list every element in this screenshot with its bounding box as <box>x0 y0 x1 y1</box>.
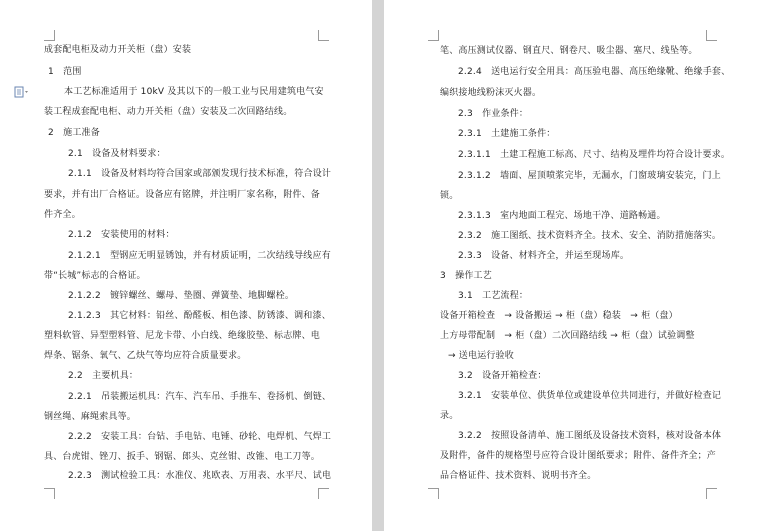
paragraph-line: 2.3.1.1 土建工程施工标高、尺寸、结构及埋件均符合设计要求。 <box>458 150 731 160</box>
subsection-heading: 2.2 主要机具： <box>68 371 139 381</box>
paragraph-line: 2.2.4 送电运行安全用具：高压验电器、高压绝缘靴、绝缘手套、 <box>458 67 731 77</box>
paragraph-line: 2.2.2 安装工具：台钻、手电钻、电锤、砂轮、电焊机、气焊工 <box>68 432 332 442</box>
paragraph-line: 带“长城”标志的合格证。 <box>44 271 146 281</box>
paragraph-line: 钢丝绳、麻绳索具等。 <box>44 412 137 422</box>
paragraph-line: 2.2.1 吊装搬运机具：汽车、汽车吊、手推车、卷扬机、倒链、 <box>68 392 332 402</box>
subsection-heading: 2.3.1 土建施工条件： <box>458 129 556 139</box>
paragraph-line: 焊条、锯条、氧气、乙炔气等均应符合质量要求。 <box>44 351 247 361</box>
paragraph-line: 2.3.1.2 墙面、屋顶喷浆完毕，无漏水，门窗玻璃安装完，门上 <box>458 171 721 181</box>
document-nav-icon[interactable] <box>14 86 30 98</box>
paragraph-line: 2.2.3 测试检验工具：水准仪、兆欧表、万用表、水平尺、试电 <box>68 471 332 481</box>
paragraph-line: 3.2.2 按照设备清单、施工图纸及设备技术资料，核对设备本体 <box>458 431 722 441</box>
paragraph-line: 品合格证件、技术资料、说明书齐全。 <box>440 471 597 481</box>
crop-mark <box>44 30 55 41</box>
crop-mark <box>44 488 55 499</box>
paragraph-line: 2.1.2.1 型钢应无明显锈蚀，并有材质证明，二次结线导线应有 <box>68 251 331 261</box>
section-heading: 3 操作工艺 <box>440 271 492 281</box>
paragraph-line: 2.3.1.3 室内地面工程完、场地干净、道路畅通。 <box>458 211 666 221</box>
process-flow-line: → 送电运行验收 <box>448 351 515 361</box>
subsection-heading: 2.3 作业条件： <box>458 109 529 119</box>
crop-mark <box>706 488 717 499</box>
paragraph-line: 2.3.3 设备、材料齐全，并运至现场库。 <box>458 251 630 261</box>
paragraph-line: 锁。 <box>440 191 459 201</box>
paragraph-line: 录。 <box>440 411 459 421</box>
paragraph-line: 2.1.2.2 镀锌螺丝、螺母、垫圈、弹簧垫、地脚螺栓。 <box>68 291 295 301</box>
section-heading: 1 范围 <box>48 67 82 77</box>
page-gap <box>372 0 384 531</box>
paragraph-line: 具、台虎钳、锉刀、扳手、钢锯、郎头、克丝钳、改锥、电工刀等。 <box>44 452 321 462</box>
crop-mark <box>318 30 329 41</box>
crop-mark <box>318 488 329 499</box>
subsection-heading: 2.1.2 安装使用的材料： <box>68 230 175 240</box>
subsection-heading: 3.2 设备开箱检查： <box>458 371 547 381</box>
paragraph-line: 及附件，备件的规格型号应符合设计图纸要求；附件、备件齐全；产 <box>440 451 717 461</box>
paragraph-line: 要求，并有出厂合格证。设备应有铭牌，并注明厂家名称，附件、备 <box>44 190 321 200</box>
paragraph-line: 装工程成套配电柜、动力开关柜（盘）安装及二次回路结线。 <box>44 107 293 117</box>
paragraph-line: 笔、高压测试仪器、钢直尺、钢卷尺、吸尘器、塞尺、线坠等。 <box>440 46 698 56</box>
doc-title: 成套配电柜及动力开关柜（盘）安装 <box>44 45 192 55</box>
crop-mark <box>428 30 439 41</box>
document-page-right <box>384 0 760 531</box>
paragraph-line: 本工艺标准适用于 10kV 及其以下的一般工业与民用建筑电气安 <box>64 87 324 97</box>
paragraph-line: 2.1.1 设备及材料均符合国家或部颁发现行技术标准，符合设计 <box>68 169 332 179</box>
subsection-heading: 3.1 工艺流程： <box>458 291 529 301</box>
process-flow-line: 设备开箱检查 → 设备搬运 → 柜（盘）稳装 → 柜（盘） <box>440 311 678 321</box>
paragraph-line: 塑料软管、异型塑料管、尼龙卡带、小白线、绝缘胶垫、标志牌、电 <box>44 331 321 341</box>
paragraph-line: 2.3.2 施工图纸、技术资料齐全。技术、安全、消防措施落实。 <box>458 231 722 241</box>
crop-mark <box>706 30 717 41</box>
document-page-left <box>0 0 372 531</box>
paragraph-line: 编织接地线粉沫灭火器。 <box>440 88 542 98</box>
paragraph-line: 件齐全。 <box>44 210 81 220</box>
section-heading: 2 施工准备 <box>48 128 100 138</box>
crop-mark <box>428 488 439 499</box>
subsection-heading: 2.1 设备及材料要求： <box>68 149 166 159</box>
paragraph-line: 3.2.1 安装单位、供货单位或建设单位共同进行，并做好检查记 <box>458 391 722 401</box>
process-flow-line: 上方母带配制 → 柜（盘）二次回路结线 → 柜（盘）试验调整 <box>440 331 695 341</box>
paragraph-line: 2.1.2.3 其它材料：铅丝、酚醛板、相色漆、防锈漆、调和漆、 <box>68 311 331 321</box>
